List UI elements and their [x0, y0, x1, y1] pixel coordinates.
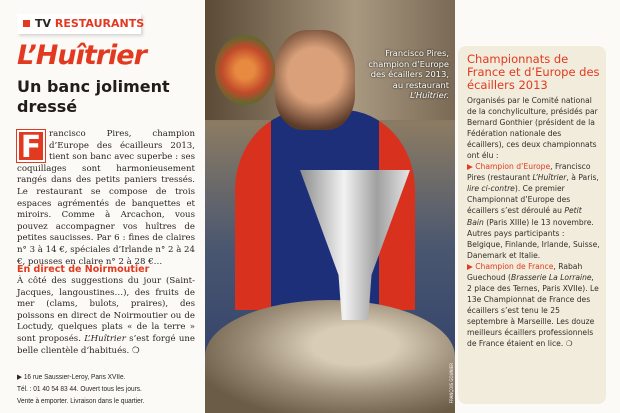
europe-label: ▶ Champion d’Europe [467, 162, 551, 172]
europe-text: ). Ce premier Championnat d’Europe des écaillers s’est déroulé au [467, 184, 571, 216]
sidebar-box [458, 46, 606, 404]
section-heading: En direct de Noirmoutier [17, 264, 150, 275]
section-rubric [17, 14, 145, 34]
flower-bouquet [215, 35, 275, 105]
paragraph-text-end: s’est forgé une belle clientèle d’habitués. ❍ [17, 333, 195, 356]
photo-credit: FRANÇOIS GOUNIER [449, 362, 454, 403]
sidebar-text [467, 95, 600, 349]
europe-text: , à Paris, [566, 173, 599, 183]
france-italic: Brasserie La Lorraine, [511, 272, 594, 282]
chef-photo [205, 0, 455, 413]
article-paragraph-2 [17, 276, 195, 357]
europe-text: , Francisco Pires (restaurant [467, 162, 591, 183]
seafood-platter [205, 300, 455, 413]
europe-text: (Paris XIIIe) le 13 novembre. Autres pays participants : Belgique, Finlande, Irlande, Suisse, Danemark et Italie. [467, 217, 600, 260]
article-column [0, 0, 205, 413]
services: Vente à emporter. Livraison dans le quartier. [17, 398, 145, 405]
sidebar-title: Championnats de France et d’Europe des écaillers 2013 [467, 52, 600, 92]
france-text: 2 place des Ternes, Paris XVIIe). Le 13e Championnat de France des écaillers s’est tenu le 25 septembre à Marseille. Les douze meilleurs écaillers professionnels de France étaient en lice. ❍ [467, 283, 599, 349]
europe-italic: lire ci-contre [467, 184, 515, 194]
address: ▶ 16 rue Saussier-Leroy, Paris XVIIe. [17, 374, 126, 381]
photo-caption [359, 48, 449, 101]
france-label: ▶ Champion de France [467, 261, 554, 271]
article-paragraph-1 [17, 129, 195, 268]
caption-text: Francisco Pires, champion d’Europe des écaillers 2013, au restaurant [368, 48, 449, 90]
chef-head [275, 30, 355, 130]
rubric-prefix: TV [35, 17, 52, 30]
phone: Tél. : 01 40 54 83 44. Ouvert tous les jours. [17, 386, 142, 393]
intro: Organisés par le Comité national de la conchyliculture, présidés par Bernard Gonthier (président de la Fédération nationale des écaillers), ces deux championnats ont élu : [467, 96, 598, 161]
restaurant-name: L’Huîtrier [84, 333, 126, 344]
europe-italic: Petit Bain [467, 206, 582, 227]
europe-italic: L’Huîtrier [532, 173, 567, 183]
article-subtitle: Un banc joliment dressé [17, 77, 170, 116]
article-title: L’Huîtrier [17, 40, 146, 71]
paragraph-text: À côté des suggestions du jour (Saint-Jacques, langoustines…), des fruits de mer (clams, bulots, praires), des poissons en direct de Noirmoutier ou de Loctudy, quelques plats « de la terre » sont proposés. [17, 276, 195, 344]
practical-info [17, 372, 189, 408]
square-icon [23, 20, 30, 27]
france-text: , Rabah Guechoud ( [467, 261, 583, 282]
drop-cap: F [17, 130, 45, 162]
paragraph-text: rancisco Pires, champion d’Europe des écailleurs 2013, tient son banc avec superbe : ses coquillages sont harmonieusement rangés dans des petits paniers tressés. Le restaurant se compose de trois espaces agrémentés de banquettes et miroirs. Comme à Arcachon, vous pouvez accompagner vos huîtres de petites saucisses. Par 6 : fines de claires n° 3 à 14 €, spéciales d’Irlande n° 2 à 24 €, pousses en claire n° 2 à 28 €… [17, 129, 195, 267]
rubric-section: RESTAURANTS [54, 17, 145, 30]
caption-italic: L’Huîtrier. [410, 90, 449, 100]
